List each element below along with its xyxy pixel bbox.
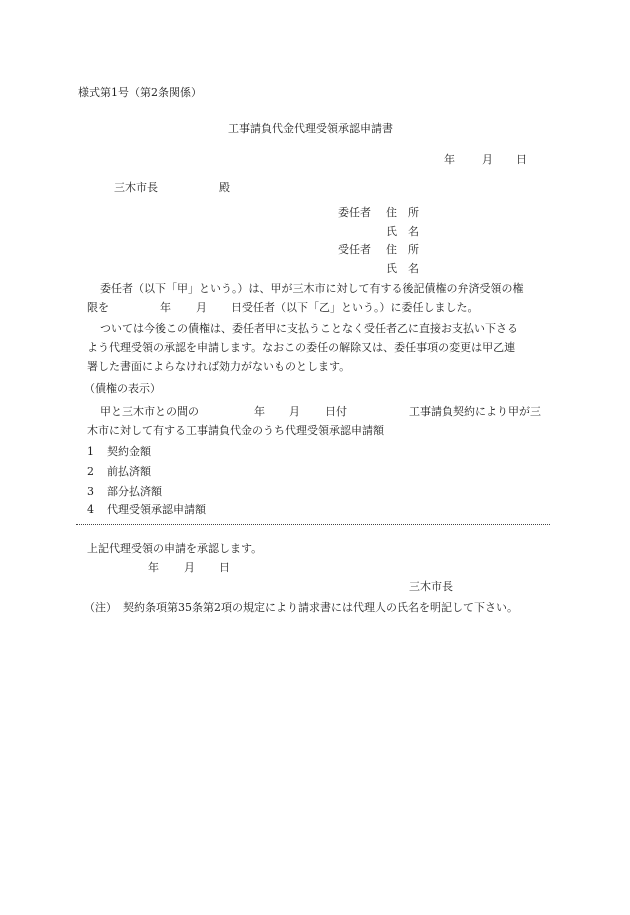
approval-signer: 三木市長 bbox=[409, 580, 453, 593]
claim-heading: （債権の表示） bbox=[84, 382, 161, 395]
claim-line2: 木市に対して有する工事請負代金のうち代理受領承認申請額 bbox=[87, 424, 384, 437]
item-label: 代理受領承認申請額 bbox=[107, 503, 206, 516]
para1-line2-a: 限を bbox=[87, 301, 109, 314]
note-label: （注） bbox=[84, 601, 117, 614]
approval-month: 月 bbox=[184, 561, 195, 574]
delegator-address-label: 住 所 bbox=[386, 206, 419, 219]
claim-year: 年 bbox=[254, 405, 265, 418]
delegatee-address-label: 住 所 bbox=[386, 243, 419, 256]
para2-line2: よう代理受領の承認を申請します。なおこの委任の解除又は、委任事項の変更は甲乙連 bbox=[87, 341, 516, 354]
para1-line2-year: 年 bbox=[160, 301, 171, 314]
dotted-divider bbox=[76, 524, 550, 525]
item-label: 契約金額 bbox=[107, 445, 151, 458]
date-month: 月 bbox=[482, 153, 493, 166]
approval-text: 上記代理受領の申請を承認します。 bbox=[87, 542, 263, 555]
item-label: 部分払済額 bbox=[107, 485, 162, 498]
item-number: 1 bbox=[87, 445, 94, 458]
form-number: 様式第1号（第2条関係） bbox=[78, 86, 202, 99]
para1-line2-month: 月 bbox=[196, 301, 207, 314]
date-year: 年 bbox=[444, 153, 455, 166]
para1-line1: 委任者（以下「甲」という。）は、甲が三木市に対して有する後記債権の弁済受領の権 bbox=[100, 282, 524, 295]
claim-day-label: 日付 bbox=[325, 405, 347, 418]
delegator-label: 委任者 bbox=[338, 206, 371, 219]
date-day: 日 bbox=[516, 153, 527, 166]
claim-month: 月 bbox=[289, 405, 300, 418]
para1-line2-b: 日受任者（以下「乙」という。）に委任しました。 bbox=[231, 301, 479, 314]
claim-line1-b: 工事請負契約により甲が三 bbox=[409, 405, 541, 418]
document-title: 工事請負代金代理受領承認申請書 bbox=[228, 122, 393, 135]
addressee-honorific: 殿 bbox=[219, 181, 230, 194]
item-number: 3 bbox=[87, 485, 94, 498]
item-number: 4 bbox=[87, 503, 94, 516]
item-number: 2 bbox=[87, 465, 94, 478]
approval-year: 年 bbox=[148, 561, 159, 574]
delegator-name-label: 氏 名 bbox=[386, 225, 419, 238]
para2-line1: ついては今後この債権は、委任者甲に支払うことなく受任者乙に直接お支払い下さる bbox=[100, 322, 518, 335]
item-label: 前払済額 bbox=[107, 465, 151, 478]
note-text: 契約条項第35条第2項の規定により請求書には代理人の氏名を明記して下さい。 bbox=[123, 601, 518, 614]
delegatee-name-label: 氏 名 bbox=[386, 262, 419, 275]
para2-line3: 署した書面によらなければ効力がないものとします。 bbox=[87, 360, 351, 373]
approval-day: 日 bbox=[219, 561, 230, 574]
delegatee-label: 受任者 bbox=[338, 243, 371, 256]
addressee-name: 三木市長 bbox=[114, 181, 158, 194]
claim-line1-a: 甲と三木市との間の bbox=[100, 405, 199, 418]
